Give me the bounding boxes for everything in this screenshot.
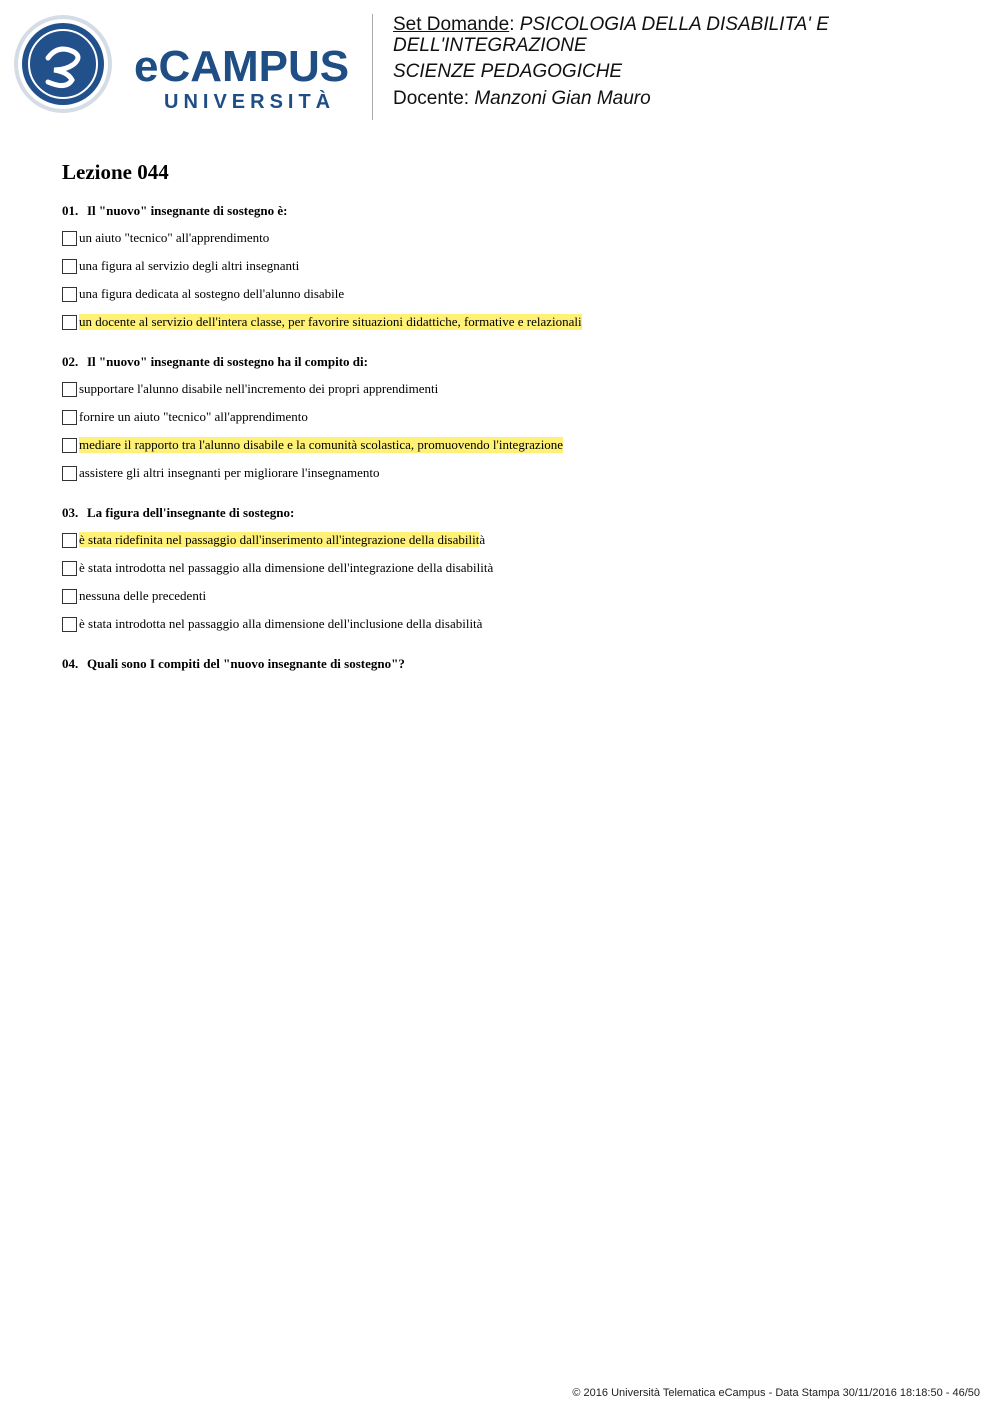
- answer-option[interactable]: [62, 463, 962, 483]
- question-heading: [62, 202, 962, 220]
- checkbox-icon[interactable]: [62, 533, 77, 548]
- answer-option-highlighted[interactable]: [62, 435, 962, 455]
- checkbox-icon[interactable]: [62, 466, 77, 481]
- question-heading: [62, 504, 962, 522]
- question-text: La figura dell'insegnante di sostegno:: [87, 505, 295, 520]
- question-text: Quali sono I compiti del "nuovo insegnante di sostegno"?: [87, 656, 405, 671]
- answer-option-highlighted[interactable]: [62, 530, 962, 550]
- ecampus-seal-icon: [14, 14, 359, 118]
- question-04: [62, 655, 962, 681]
- header-info: [393, 14, 953, 115]
- answer-text: è stata introdotta nel passaggio alla dimensione dell'inclusione della disabilità: [79, 616, 483, 631]
- answer-text: [79, 532, 485, 548]
- answer-text: supportare l'alunno disabile nell'incremento dei propri apprendimenti: [79, 381, 439, 396]
- question-heading: [62, 655, 962, 673]
- answer-option[interactable]: [62, 256, 962, 276]
- checkbox-icon[interactable]: [62, 382, 77, 397]
- ecampus-logo: [14, 14, 359, 118]
- question-text: Il "nuovo" insegnante di sostegno ha il compito di:: [87, 354, 368, 369]
- question-01: [62, 202, 962, 340]
- set-label: Set Domande: [393, 14, 510, 35]
- page-footer: © 2016 Università Telematica eCampus - Data Stampa 30/11/2016 18:18:50 - 46/50: [572, 1387, 980, 1399]
- set-title-line2: DELL'INTEGRAZIONE: [393, 35, 587, 56]
- teacher-name: Manzoni Gian Mauro: [474, 88, 651, 109]
- set-separator: :: [509, 14, 515, 35]
- answer-text: è stata introdotta nel passaggio alla dimensione dell'integrazione della disabilità: [79, 560, 494, 575]
- answer-text: fornire un aiuto "tecnico" all'apprendimento: [79, 409, 308, 424]
- answer-text: assistere gli altri insegnanti per migliorare l'insegnamento: [79, 465, 380, 480]
- checkbox-icon[interactable]: [62, 561, 77, 576]
- header-divider: [372, 14, 373, 120]
- question-number: 02.: [62, 354, 79, 369]
- course-name: SCIENZE PEDAGOGICHE: [393, 61, 623, 82]
- checkbox-icon[interactable]: [62, 617, 77, 632]
- checkbox-icon[interactable]: [62, 438, 77, 453]
- question-02: [62, 353, 962, 491]
- checkbox-icon[interactable]: [62, 315, 77, 330]
- question-number: 04.: [62, 656, 79, 671]
- answer-text: un aiuto "tecnico" all'apprendimento: [79, 230, 270, 245]
- answer-option[interactable]: [62, 614, 962, 634]
- checkbox-icon[interactable]: [62, 589, 77, 604]
- checkbox-icon[interactable]: [62, 231, 77, 246]
- checkbox-icon[interactable]: [62, 410, 77, 425]
- answer-text: una figura dedicata al sostegno dell'alunno disabile: [79, 286, 345, 301]
- checkbox-icon[interactable]: [62, 259, 77, 274]
- answer-option[interactable]: [62, 558, 962, 578]
- answer-option-highlighted[interactable]: [62, 312, 962, 332]
- answer-text-rest: à: [479, 532, 486, 547]
- answer-text: un docente al servizio dell'intera classe, per favorire situazioni didattiche, formative e relazionali: [79, 314, 582, 329]
- question-text: Il "nuovo" insegnante di sostegno è:: [87, 203, 288, 218]
- question-heading: [62, 353, 962, 371]
- set-title-line1: PSICOLOGIA DELLA DISABILITA' E: [519, 14, 829, 35]
- answer-text: mediare il rapporto tra l'alunno disabile e la comunità scolastica, promuovendo l'integrazione: [79, 437, 564, 452]
- question-number: 01.: [62, 203, 79, 218]
- answer-text-highlighted: è stata ridefinita nel passaggio dall'inserimento all'integrazione della disabilit: [79, 532, 480, 547]
- answer-option[interactable]: [62, 379, 962, 399]
- question-number: 03.: [62, 505, 79, 520]
- logo-brand-text: eCAMPUS: [134, 42, 350, 91]
- question-03: [62, 504, 962, 642]
- answer-option[interactable]: [62, 407, 962, 427]
- answer-text: una figura al servizio degli altri insegnanti: [79, 258, 300, 273]
- answer-option[interactable]: [62, 586, 962, 606]
- logo-subtitle-text: UNIVERSITÀ: [164, 91, 336, 113]
- answer-option[interactable]: [62, 228, 962, 248]
- checkbox-icon[interactable]: [62, 287, 77, 302]
- set-title: [393, 14, 953, 56]
- teacher: [393, 88, 953, 109]
- teacher-label: Docente:: [393, 88, 470, 109]
- answer-text: nessuna delle precedenti: [79, 588, 207, 603]
- answer-option[interactable]: [62, 284, 962, 304]
- lesson-title: Lezione 044: [62, 160, 169, 184]
